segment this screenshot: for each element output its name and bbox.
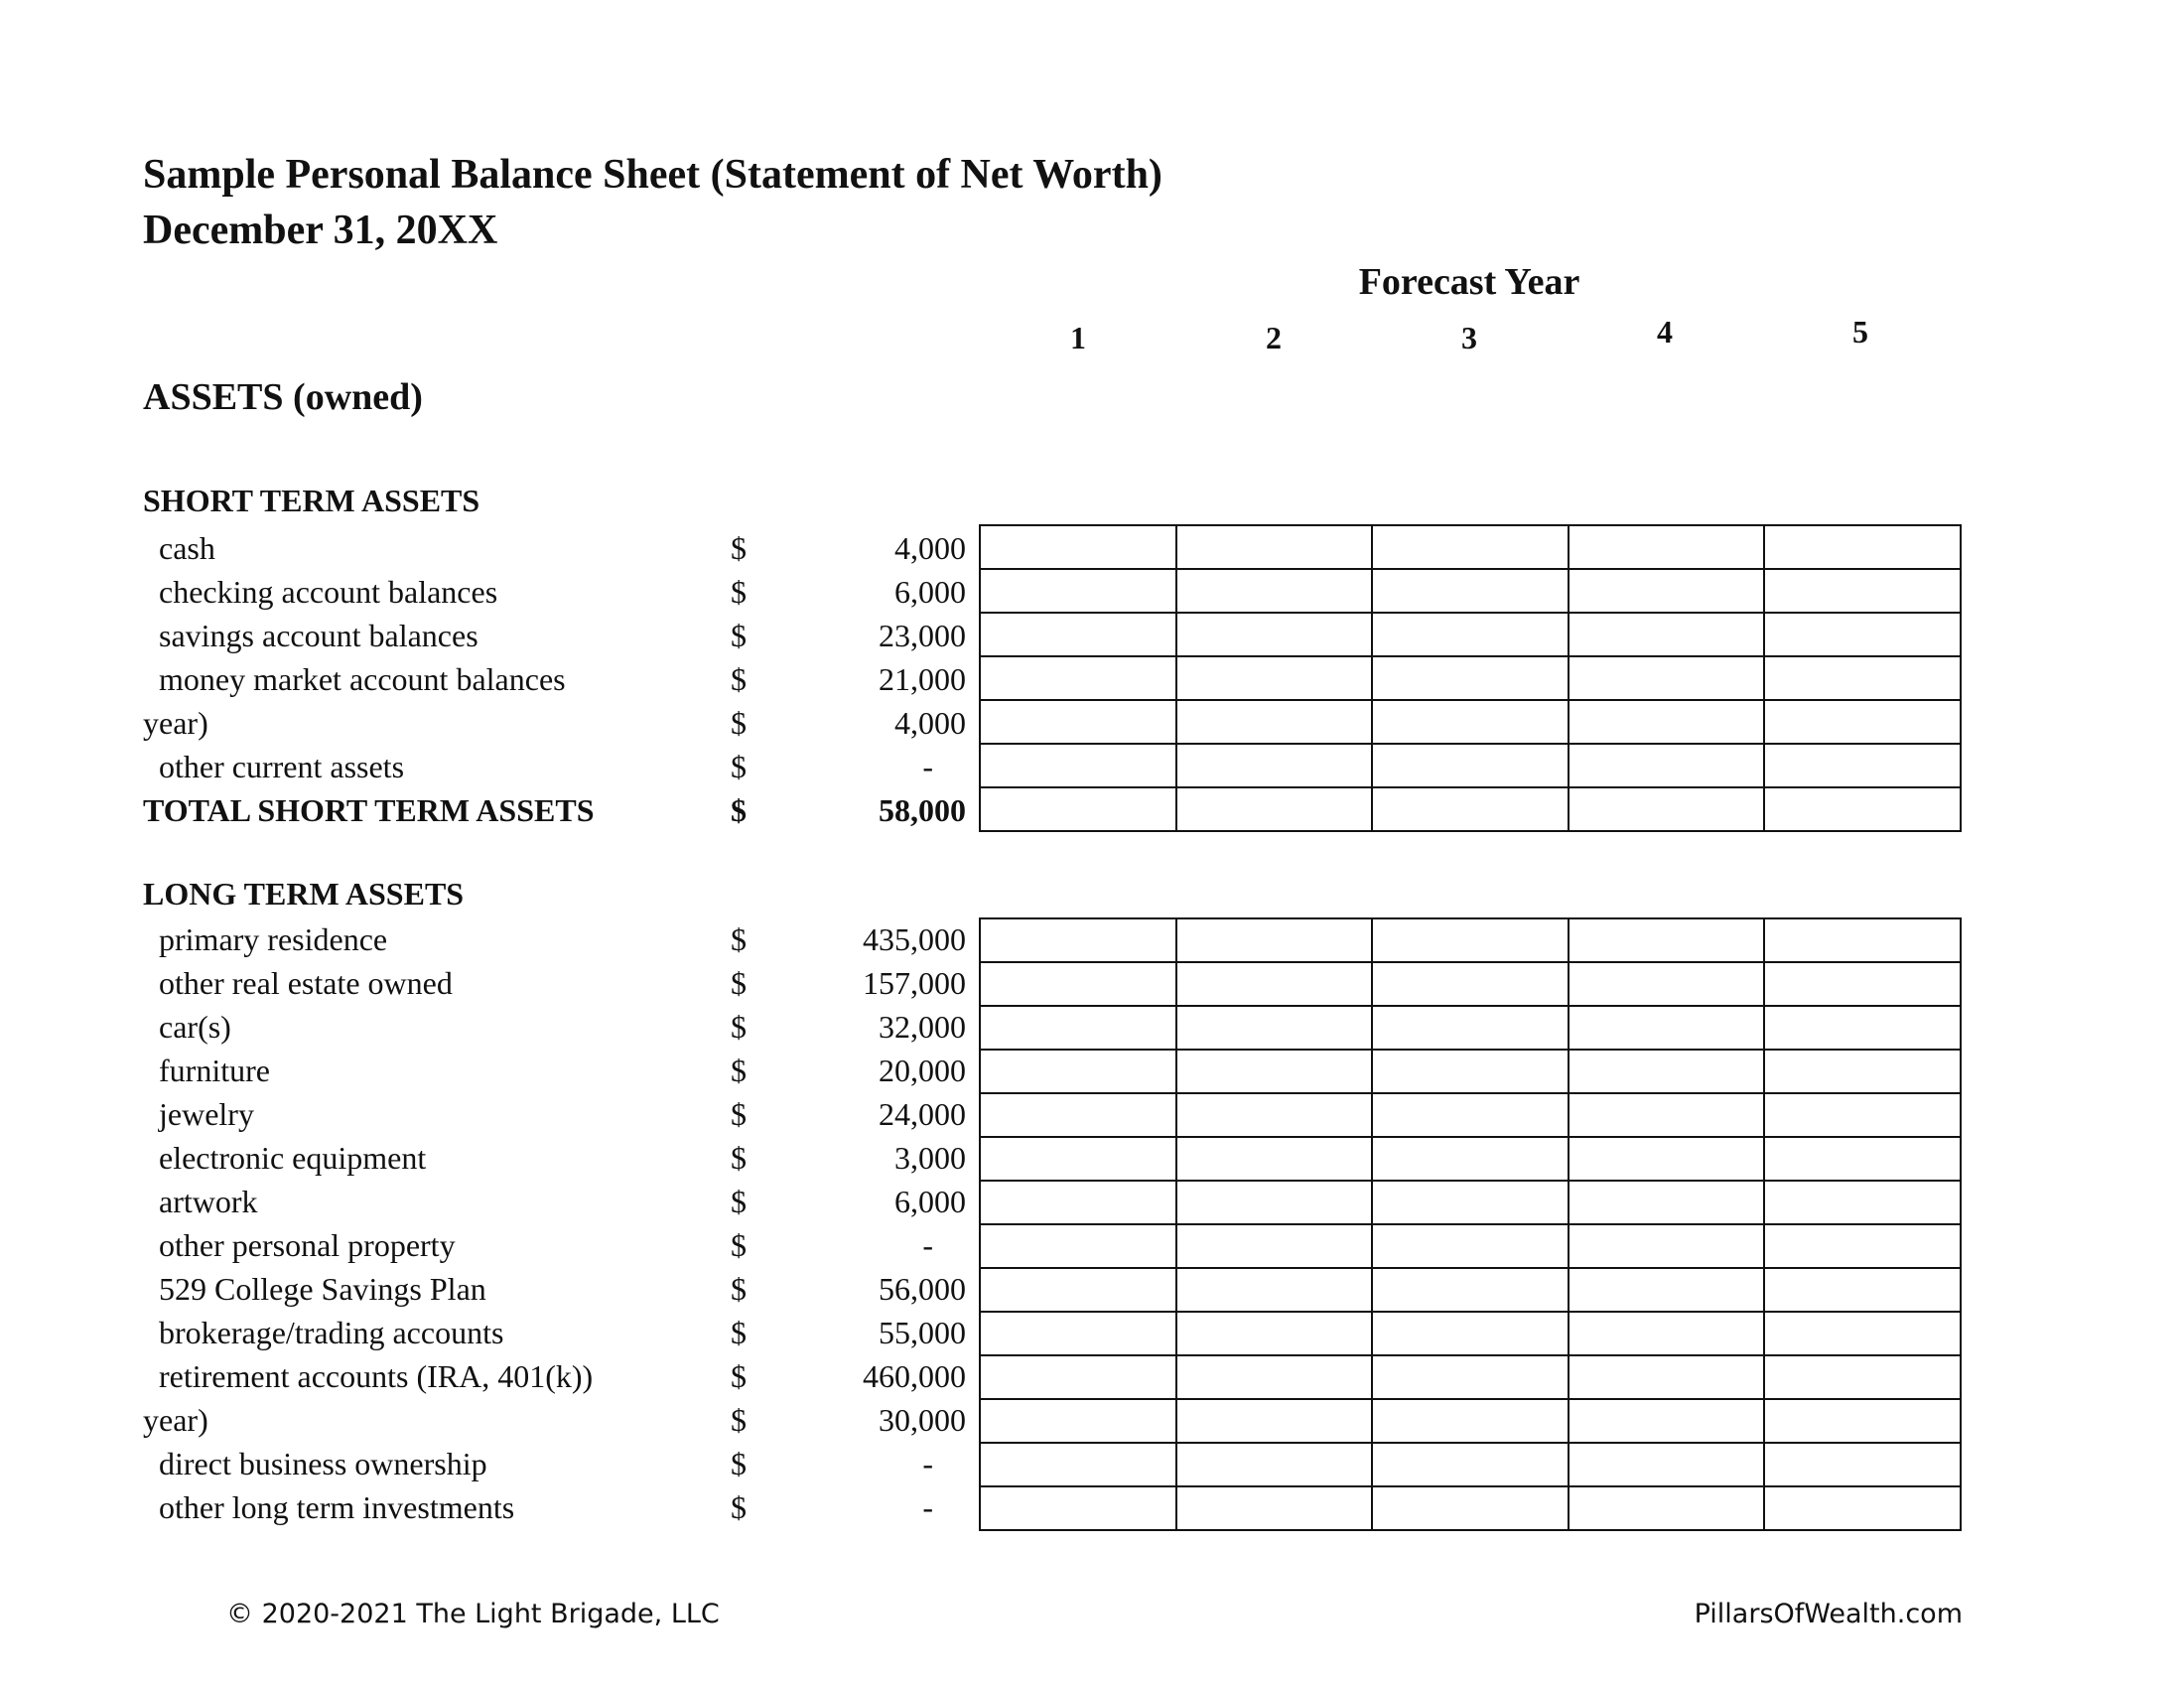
short-term-forecast-grid: [979, 524, 1962, 832]
row-amount: 24,000: [879, 1096, 966, 1132]
forecast-cell[interactable]: [1372, 700, 1569, 744]
forecast-cell[interactable]: [1764, 1093, 1961, 1137]
forecast-cell[interactable]: [1569, 700, 1765, 744]
currency-symbol: $: [731, 1315, 747, 1350]
forecast-cell[interactable]: [1764, 1443, 1961, 1486]
row-label: brokerage/trading accounts: [159, 1315, 504, 1350]
currency-symbol: $: [731, 618, 747, 653]
forecast-cell[interactable]: [1569, 918, 1765, 962]
currency-symbol: $: [731, 1358, 747, 1394]
assets-heading: ASSETS (owned): [143, 376, 423, 418]
forecast-cell[interactable]: [1764, 1312, 1961, 1355]
row-label: direct business ownership: [159, 1446, 487, 1481]
forecast-cell[interactable]: [1372, 569, 1569, 613]
forecast-cell[interactable]: [1372, 1486, 1569, 1530]
total-short-term-label: TOTAL SHORT TERM ASSETS: [143, 792, 595, 828]
row-label: electronic equipment: [159, 1140, 427, 1176]
forecast-cell[interactable]: [1372, 1443, 1569, 1486]
row-amount: 3,000: [894, 1140, 966, 1176]
row-label: year): [143, 705, 208, 741]
forecast-cell[interactable]: [980, 525, 1176, 569]
row-amount: 460,000: [863, 1358, 966, 1394]
forecast-cell[interactable]: [980, 1137, 1176, 1181]
long-term-forecast-grid: [979, 917, 1962, 1531]
table-row: [980, 787, 1961, 831]
forecast-cell[interactable]: [1569, 1093, 1765, 1137]
forecast-cell[interactable]: [980, 1355, 1176, 1399]
currency-symbol: $: [731, 574, 747, 610]
forecast-cell[interactable]: [1372, 787, 1569, 831]
forecast-cell[interactable]: [1372, 918, 1569, 962]
table-row: [980, 1224, 1961, 1268]
row-label: retirement accounts (IRA, 401(k)): [159, 1358, 594, 1394]
table-row: [980, 1355, 1961, 1399]
forecast-cell[interactable]: [1569, 1268, 1765, 1312]
currency-symbol: $: [731, 661, 747, 697]
forecast-cell[interactable]: [1569, 569, 1765, 613]
forecast-cell[interactable]: [980, 569, 1176, 613]
row-amount: 21,000: [879, 661, 966, 697]
forecast-cell[interactable]: [1176, 962, 1373, 1006]
forecast-cell[interactable]: [1764, 918, 1961, 962]
row-label: 529 College Savings Plan: [159, 1271, 486, 1307]
row-label: jewelry: [159, 1096, 254, 1132]
row-amount: 6,000: [894, 1184, 966, 1219]
forecast-cell[interactable]: [1372, 1006, 1569, 1050]
forecast-cell[interactable]: [980, 1268, 1176, 1312]
currency-symbol: $: [731, 1184, 747, 1219]
forecast-cell[interactable]: [1176, 787, 1373, 831]
table-row: [980, 656, 1961, 700]
forecast-cell[interactable]: [1569, 1312, 1765, 1355]
forecast-cell[interactable]: [980, 700, 1176, 744]
currency-symbol: $: [731, 1402, 747, 1438]
row-label: artwork: [159, 1184, 258, 1219]
forecast-cell[interactable]: [980, 1050, 1176, 1093]
currency-symbol: $: [731, 705, 747, 741]
forecast-cell[interactable]: [1176, 744, 1373, 787]
row-amount: -: [922, 1227, 933, 1263]
forecast-cell[interactable]: [1176, 1312, 1373, 1355]
currency-symbol: $: [731, 1489, 747, 1525]
forecast-cell[interactable]: [1764, 1399, 1961, 1443]
row-label: other real estate owned: [159, 965, 453, 1001]
forecast-cell[interactable]: [1764, 613, 1961, 656]
table-row: [980, 1006, 1961, 1050]
forecast-cell[interactable]: [1569, 962, 1765, 1006]
forecast-year-4: 4: [1657, 314, 1673, 350]
table-row: [980, 918, 1961, 962]
currency-symbol: $: [731, 530, 747, 566]
row-amount: 20,000: [879, 1053, 966, 1088]
row-label: year): [143, 1402, 208, 1438]
forecast-cell[interactable]: [1569, 1137, 1765, 1181]
total-short-term-amount: 58,000: [879, 792, 966, 828]
forecast-cell[interactable]: [1372, 525, 1569, 569]
table-row: [980, 1137, 1961, 1181]
forecast-cell[interactable]: [1764, 656, 1961, 700]
row-amount: 55,000: [879, 1315, 966, 1350]
table-row: [980, 1093, 1961, 1137]
forecast-cell[interactable]: [1764, 700, 1961, 744]
row-label: other personal property: [159, 1227, 456, 1263]
forecast-cell[interactable]: [1176, 1050, 1373, 1093]
table-row: [980, 1181, 1961, 1224]
row-label: primary residence: [159, 921, 388, 957]
currency-symbol: $: [731, 1446, 747, 1481]
forecast-cell[interactable]: [1372, 1137, 1569, 1181]
forecast-cell[interactable]: [1764, 787, 1961, 831]
forecast-cell[interactable]: [1569, 1224, 1765, 1268]
forecast-cell[interactable]: [1176, 1137, 1373, 1181]
forecast-cell[interactable]: [980, 1399, 1176, 1443]
currency-symbol: $: [731, 1227, 747, 1263]
forecast-cell[interactable]: [1569, 744, 1765, 787]
forecast-cell[interactable]: [1764, 569, 1961, 613]
forecast-cell[interactable]: [1372, 1268, 1569, 1312]
row-label: savings account balances: [159, 618, 478, 653]
forecast-cell[interactable]: [1372, 1355, 1569, 1399]
forecast-cell[interactable]: [980, 962, 1176, 1006]
currency-symbol: $: [731, 792, 747, 828]
forecast-cell[interactable]: [1176, 1399, 1373, 1443]
forecast-cell[interactable]: [1764, 1181, 1961, 1224]
forecast-cell[interactable]: [1176, 1486, 1373, 1530]
currency-symbol: $: [731, 1140, 747, 1176]
row-amount: 157,000: [863, 965, 966, 1001]
forecast-cell[interactable]: [1764, 1486, 1961, 1530]
forecast-cell[interactable]: [1176, 1268, 1373, 1312]
row-amount: 4,000: [894, 705, 966, 741]
table-row: [980, 1486, 1961, 1530]
forecast-year-3: 3: [1461, 320, 1477, 355]
row-label: cash: [159, 530, 215, 566]
forecast-cell[interactable]: [1176, 1093, 1373, 1137]
forecast-cell[interactable]: [1764, 744, 1961, 787]
forecast-cell[interactable]: [980, 787, 1176, 831]
forecast-cell[interactable]: [1569, 1006, 1765, 1050]
forecast-cell[interactable]: [1372, 1181, 1569, 1224]
table-row: [980, 1268, 1961, 1312]
forecast-cell[interactable]: [1372, 613, 1569, 656]
forecast-cell[interactable]: [1176, 1443, 1373, 1486]
row-amount: 56,000: [879, 1271, 966, 1307]
forecast-year-1: 1: [1070, 320, 1086, 355]
forecast-cell[interactable]: [1176, 918, 1373, 962]
forecast-cell[interactable]: [980, 1486, 1176, 1530]
row-label: checking account balances: [159, 574, 498, 610]
forecast-year-5: 5: [1852, 314, 1868, 350]
row-label: car(s): [159, 1009, 231, 1045]
forecast-cell[interactable]: [1569, 1399, 1765, 1443]
forecast-cell[interactable]: [980, 1006, 1176, 1050]
short-term-heading: SHORT TERM ASSETS: [143, 483, 480, 518]
currency-symbol: $: [731, 1271, 747, 1307]
table-row: [980, 1443, 1961, 1486]
forecast-cell[interactable]: [1372, 962, 1569, 1006]
forecast-cell[interactable]: [1764, 962, 1961, 1006]
forecast-cell[interactable]: [1569, 1355, 1765, 1399]
forecast-cell[interactable]: [1372, 1312, 1569, 1355]
forecast-cell[interactable]: [1176, 569, 1373, 613]
table-row: [980, 962, 1961, 1006]
long-term-heading: LONG TERM ASSETS: [143, 876, 465, 912]
forecast-year-header: Forecast Year: [1358, 261, 1580, 303]
forecast-year-2: 2: [1266, 320, 1282, 355]
forecast-cell[interactable]: [1569, 1486, 1765, 1530]
forecast-cell[interactable]: [1569, 1181, 1765, 1224]
row-amount: 32,000: [879, 1009, 966, 1045]
forecast-cell[interactable]: [1764, 1006, 1961, 1050]
forecast-cell[interactable]: [1176, 700, 1373, 744]
row-label: other long term investments: [159, 1489, 515, 1525]
forecast-cell[interactable]: [1569, 656, 1765, 700]
currency-symbol: $: [731, 921, 747, 957]
forecast-cell[interactable]: [1569, 1050, 1765, 1093]
currency-symbol: $: [731, 1096, 747, 1132]
forecast-cell[interactable]: [1176, 1355, 1373, 1399]
forecast-cell[interactable]: [1372, 1093, 1569, 1137]
page-title: Sample Personal Balance Sheet (Statement of Net Worth): [143, 152, 1162, 198]
forecast-cell[interactable]: [980, 1443, 1176, 1486]
forecast-cell[interactable]: [1176, 525, 1373, 569]
forecast-cell[interactable]: [1764, 1137, 1961, 1181]
row-label: furniture: [159, 1053, 270, 1088]
forecast-cell[interactable]: [980, 918, 1176, 962]
forecast-cell[interactable]: [1372, 1050, 1569, 1093]
table-row: [980, 613, 1961, 656]
currency-symbol: $: [731, 1053, 747, 1088]
forecast-cell[interactable]: [980, 1224, 1176, 1268]
row-amount: 23,000: [879, 618, 966, 653]
forecast-cell[interactable]: [980, 744, 1176, 787]
row-amount: -: [922, 1489, 933, 1525]
table-row: [980, 1399, 1961, 1443]
forecast-cell[interactable]: [1176, 613, 1373, 656]
table-row: [980, 525, 1961, 569]
forecast-cell[interactable]: [1764, 525, 1961, 569]
table-row: [980, 744, 1961, 787]
row-amount: -: [922, 1446, 933, 1481]
row-label: money market account balances: [159, 661, 566, 697]
row-label: other current assets: [159, 749, 405, 784]
currency-symbol: $: [731, 749, 747, 784]
forecast-cell[interactable]: [1569, 1443, 1765, 1486]
footer-copyright: © 2020-2021 The Light Brigade, LLC: [226, 1599, 720, 1629]
forecast-cell[interactable]: [1176, 1006, 1373, 1050]
forecast-cell[interactable]: [1569, 525, 1765, 569]
forecast-cell[interactable]: [1764, 1355, 1961, 1399]
forecast-cell[interactable]: [1176, 1224, 1373, 1268]
forecast-cell[interactable]: [1176, 1181, 1373, 1224]
forecast-cell[interactable]: [1372, 744, 1569, 787]
row-amount: 435,000: [863, 921, 966, 957]
table-row: [980, 1312, 1961, 1355]
forecast-cell[interactable]: [1764, 1050, 1961, 1093]
footer-site: PillarsOfWealth.com: [1694, 1599, 1963, 1629]
statement-date: December 31, 20XX: [143, 208, 498, 253]
row-amount: -: [922, 749, 933, 784]
forecast-cell[interactable]: [1764, 1224, 1961, 1268]
table-row: [980, 700, 1961, 744]
forecast-cell[interactable]: [980, 613, 1176, 656]
table-row: [980, 1050, 1961, 1093]
forecast-cell[interactable]: [980, 1181, 1176, 1224]
forecast-cell[interactable]: [1372, 1224, 1569, 1268]
table-row: [980, 569, 1961, 613]
currency-symbol: $: [731, 965, 747, 1001]
row-amount: 4,000: [894, 530, 966, 566]
forecast-cell[interactable]: [980, 656, 1176, 700]
forecast-cell[interactable]: [980, 1312, 1176, 1355]
forecast-cell[interactable]: [1372, 1399, 1569, 1443]
forecast-cell[interactable]: [1764, 1268, 1961, 1312]
forecast-cell[interactable]: [1176, 656, 1373, 700]
currency-symbol: $: [731, 1009, 747, 1045]
forecast-cell[interactable]: [1569, 613, 1765, 656]
forecast-cell[interactable]: [1569, 787, 1765, 831]
row-amount: 30,000: [879, 1402, 966, 1438]
row-amount: 6,000: [894, 574, 966, 610]
forecast-cell[interactable]: [980, 1093, 1176, 1137]
forecast-cell[interactable]: [1372, 656, 1569, 700]
